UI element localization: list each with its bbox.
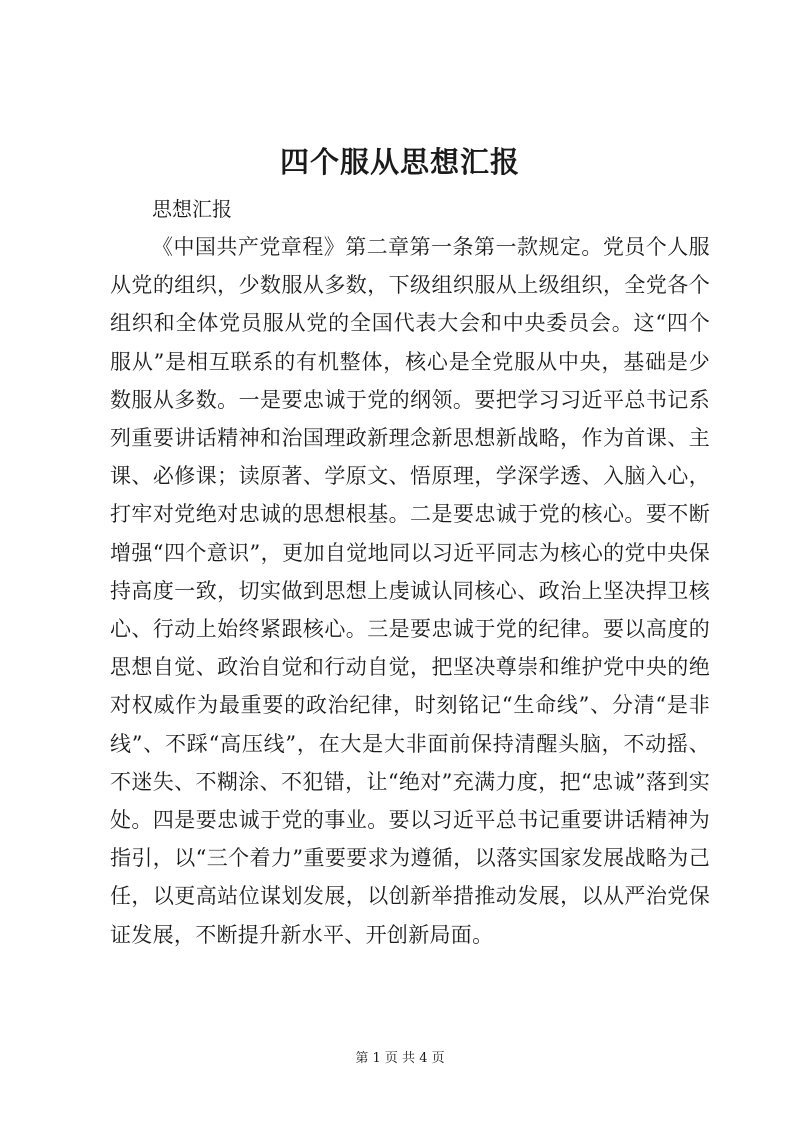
page-footer: 第 1 页 共 4 页 — [355, 1051, 445, 1066]
document-body: 《中国共产党章程》第二章第一条第一款规定。党员个人服从党的组织，少数服从多数，下级组织服从上级组织，全党各个组织和全体党员服从党的全国代表大会和中央委员会。这“四个服从”是相互联系的有机整体，核心是全党服从中央，基础是少数服从多数。一是要忠诚于党的纲领。要把学习习近平总书记系列重要讲话精神和治国理政新理念新思想新战略，作为首课、主课、必修课；读原著、学原文、悟原理，学深学透、入脑入心，打牢对党绝对忠诚的思想根基。二是要忠诚于党的核心。要不断增强“四个意识”，更加自觉地同以习近平同志为核心的党中央保持高度一致，切实做到思想上虔诚认同核心、政治上坚决捍卫核心、行动上始终紧跟核心。三是要忠诚于党的纪律。要以高度的思想自觉、政治自觉和行动自觉，把坚决尊崇和维护党中央的绝对权威作为最重要的政治纪律，时刻铭记“生命线”、分清“是非线”、不踩“高压线”，在大是大非面前保持清醒头脑，不动摇、不迷失、不糊涂、不犯错，让“绝对”充满力度，把“忠诚”落到实处。四是要忠诚于党的事业。要以习近平总书记重要讲话精神为指引，以“三个着力”重要要求为遵循，以落实国家发展战略为己任，以更高站位谋划发展，以创新举措推动发展，以从严治党保证发展，不断提升新水平、开创新局面。 — [110, 235, 710, 947]
document-title: 四个服从思想汇报 — [279, 145, 520, 179]
document-subtitle: 思想汇报 — [152, 197, 232, 221]
